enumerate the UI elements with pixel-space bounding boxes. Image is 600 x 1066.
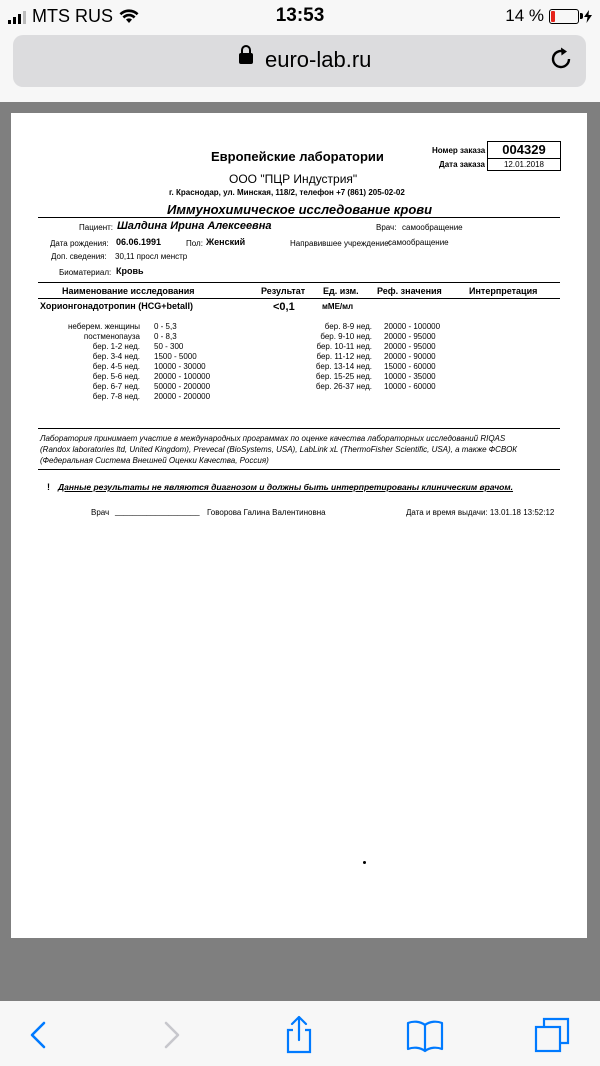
disclaimer: Данные результаты не являются диагнозом и должны быть интерпретированы клиническим врачом.: [58, 482, 514, 492]
test-name: Хорионгонадотропин (HCG+betaII): [40, 301, 193, 311]
order-number-label: Номер заказа: [432, 146, 486, 155]
ref-label: бер. 9-10 нед.: [320, 332, 372, 341]
stray-dot: [363, 861, 366, 864]
tabs-icon[interactable]: [533, 1015, 573, 1055]
ref-range: 10000 - 35000: [384, 372, 436, 381]
birth-label: Дата рождения:: [50, 239, 109, 248]
ref-label: неберем. женщины: [68, 322, 140, 331]
report-page: [11, 113, 587, 938]
ref-range: 20000 - 95000: [384, 332, 436, 341]
ref-label: постменопауза: [83, 332, 140, 341]
ref-label: бер. 6-7 нед.: [92, 382, 140, 391]
order-date-label: Дата заказа: [439, 160, 485, 169]
share-icon[interactable]: [279, 1015, 319, 1055]
doctor-label: Врач:: [376, 223, 397, 232]
lab-address: г. Краснодар, ул. Минская, 118/2, телефон +7 (861) 205-02-02: [169, 188, 405, 197]
org-name: ООО "ПЦР Индустрия": [229, 172, 358, 186]
browser-toolbar: [0, 1001, 600, 1066]
extra-value: 30,11 просл менстр: [115, 252, 188, 261]
sex-label: Пол:: [186, 239, 203, 248]
patient-name: Шалдина Ирина Алексеевна: [117, 220, 272, 232]
extra-label: Доп. сведения:: [51, 252, 107, 261]
battery-group: [505, 6, 592, 26]
study-title: Иммунохимическое исследование крови: [167, 202, 433, 217]
referral-value: самообращение: [388, 238, 449, 247]
referral-label: Направившее учреждение:: [290, 239, 391, 248]
url-text[interactable]: euro-lab.ru: [265, 47, 372, 72]
signature-name: Говорова Галина Валентиновна: [207, 508, 326, 517]
ref-label: бер. 3-4 нед.: [92, 352, 140, 361]
divider: [38, 217, 560, 218]
ref-range: 20000 - 90000: [384, 352, 436, 361]
ref-label: бер. 1-2 нед.: [92, 342, 140, 351]
note-top-line: [38, 428, 560, 429]
ref-range: 10000 - 30000: [154, 362, 206, 371]
patient-label: Пациент:: [79, 223, 114, 232]
status-bar: [0, 0, 600, 32]
carrier-name: MTS RUS: [32, 6, 113, 26]
table-header-line: [38, 298, 560, 299]
address-bar[interactable]: [13, 35, 586, 87]
warning-mark: !: [47, 482, 50, 492]
col-header-interpretation: Интерпретация: [469, 286, 538, 296]
ref-range: 20000 - 95000: [384, 342, 436, 351]
col-header-unit: Ед. изм.: [323, 286, 359, 296]
test-result: <0,1: [273, 301, 295, 313]
back-icon[interactable]: [20, 1015, 60, 1055]
material-label: Биоматериал:: [59, 268, 112, 277]
signature-line: ___________________: [115, 507, 200, 516]
ref-label: бер. 10-11 нед.: [316, 342, 372, 351]
issue-datetime: Дата и время выдачи: 13.01.18 13:52:12: [406, 508, 555, 517]
ref-range: 50000 - 200000: [154, 382, 211, 391]
lock-icon: [239, 53, 253, 64]
col-header-name: Наименование исследования: [62, 286, 195, 296]
ref-label: бер. 4-5 нед.: [92, 362, 140, 371]
ref-label: бер. 13-14 нед.: [315, 362, 372, 371]
ref-range: 15000 - 60000: [384, 362, 436, 371]
ref-range: 20000 - 100000: [154, 372, 211, 381]
book-icon[interactable]: [405, 1015, 445, 1055]
clock: 13:53: [275, 5, 325, 26]
col-header-ref: Реф. значения: [377, 286, 442, 296]
ref-range: 10000 - 60000: [384, 382, 436, 391]
battery-fill: [551, 11, 555, 22]
ref-range: 20000 - 100000: [384, 322, 441, 331]
ref-label: бер. 15-25 нед.: [315, 372, 372, 381]
battery-percent: 14 %: [505, 6, 544, 25]
ref-label: бер. 26-37 нед.: [315, 382, 372, 391]
quality-note: Лаборатория принимает участие в международных программах по оценке качества лабораторных исследований RIQAS (Randox laboratories ltd, United Kingdom), Prevecal (BioSystems, USA), LabLink xL (ThermoFisher Scientific, USA), а также ФСВОК (Федеральная Система Внешней Оценки Качества, Россия): [40, 434, 518, 465]
doctor-value: самообращение: [402, 223, 463, 232]
ref-label: бер. 5-6 нед.: [92, 372, 140, 381]
ref-range: 0 - 5,3: [154, 322, 177, 331]
charging-icon: [584, 10, 592, 23]
lab-name: Европейские лаборатории: [211, 149, 384, 164]
forward-icon[interactable]: [150, 1015, 190, 1055]
test-unit: мМЕ/мл: [322, 302, 354, 311]
ref-range: 1500 - 5000: [154, 352, 197, 361]
ref-label: бер. 8-9 нед.: [324, 322, 372, 331]
note-bottom-line: [38, 469, 560, 470]
birth-date: 06.06.1991: [116, 237, 162, 247]
table-top-line: [38, 282, 560, 283]
ref-range: 0 - 8,3: [154, 332, 177, 341]
material-value: Кровь: [116, 266, 144, 276]
signature-label: Врач: [91, 508, 110, 517]
ref-range: 20000 - 200000: [154, 392, 211, 401]
sex-value: Женский: [206, 237, 246, 247]
ref-range: 50 - 300: [154, 342, 184, 351]
reload-icon[interactable]: [548, 46, 574, 72]
order-number: 004329: [487, 141, 561, 159]
browser-header: [0, 32, 600, 102]
ref-label: бер. 11-12 нед.: [316, 352, 372, 361]
order-date: 12.01.2018: [487, 158, 561, 171]
ref-label: бер. 7-8 нед.: [92, 392, 140, 401]
col-header-result: Результат: [261, 286, 306, 296]
battery-icon: [549, 9, 579, 24]
